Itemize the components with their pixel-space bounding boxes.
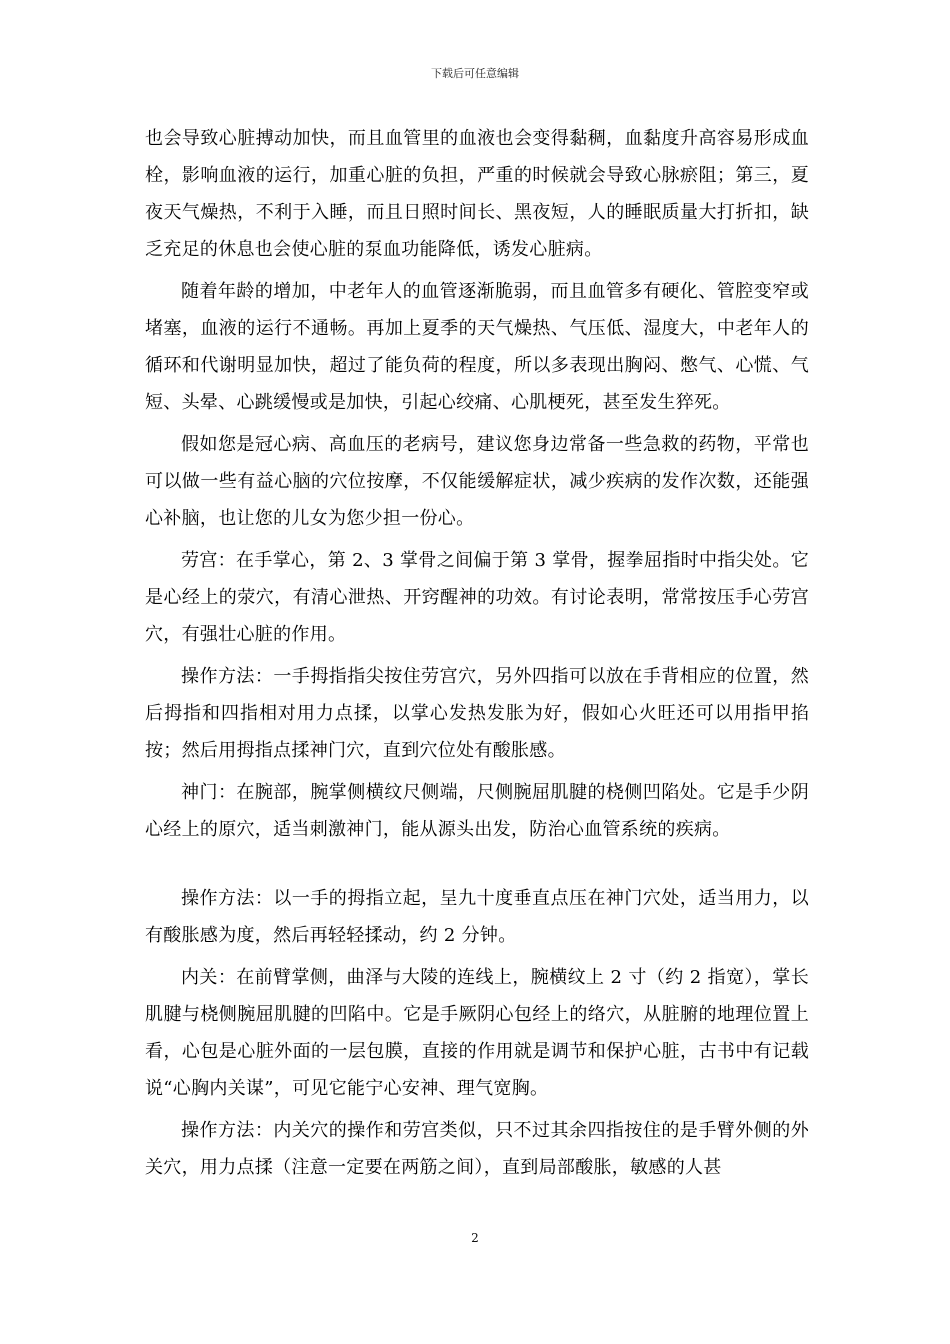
paragraph-elderly-vessels: 随着年龄的增加，中老年人的血管逐渐脆弱，而且血管多有硬化、管腔变窄或堵塞，血液的运行不通畅。再加上夏季的天气燥热、气压低、湿度大，中老年人的循环和代谢明显加快，超过了能负荷的程度，所以多表现出胸闷、憋气、心慌、气短、头晕、心跳缓慢或是加快，引起心绞痛、心肌梗死，甚至发生猝死。 xyxy=(145,281,809,413)
paragraph-shenmen-point: 神门：在腕部，腕掌侧横纹尺侧端，尺侧腕屈肌腱的桡侧凹陷处。它是手少阴心经上的原穴，适当刺激神门，能从源头出发，防治心血管系统的疾病。 xyxy=(145,782,809,840)
paragraph-laogong-method: 操作方法：一手拇指指尖按住劳宫穴，另外四指可以放在手背相应的位置，然后拇指和四指相对用力点揉，以掌心发热发胀为好，假如心火旺还可以用指甲掐按；然后用拇指点揉神门穴，直到穴位处有酸胀感。 xyxy=(145,666,809,761)
paragraph-neiguan-point: 内关：在前臂掌侧，曲泽与大陵的连线上，腕横纹上 2 寸（约 2 指宽），掌长肌腱与桡侧腕屈肌腱的凹陷中。它是手厥阴心包经上的络穴，从脏腑的地理位置上看，心包是心脏外面的一层包膜，直接的作用就是调节和保护心脏，古书中有记载说“心胸内关谋”，可见它能宁心安神、理气宽胸。 xyxy=(145,967,809,1099)
page-header: 下载后可任意编辑 xyxy=(431,67,519,80)
document-body xyxy=(145,120,809,1191)
paragraph-heart-risk-continued: 也会导致心脏搏动加快，而且血管里的血液也会变得黏稠，血黏度升高容易形成血栓，影响血液的运行，加重心脏的负担，严重的时候就会导致心脉瘀阻；第三，夏夜天气燥热，不利于入睡，而且日照时间长、黑夜短，人的睡眠质量大打折扣，缺乏充足的休息也会使心脏的泵血功能降低，诱发心脏病。 xyxy=(145,128,809,260)
paragraph-laogong-point: 劳宫：在手掌心，第 2、3 掌骨之间偏于第 3 掌骨，握拳屈指时中指尖处。它是心经上的荥穴，有清心泄热、开窍醒神的功效。有讨论表明，常常按压手心劳宫穴，有强壮心脏的作用。 xyxy=(145,550,809,645)
paragraph-shenmen-method: 操作方法：以一手的拇指立起，呈九十度垂直点压在神门穴处，适当用力，以有酸胀感为度，然后再轻轻揉动，约 2 分钟。 xyxy=(145,888,809,946)
paragraph-neiguan-method: 操作方法：内关穴的操作和劳宫类似，只不过其余四指按住的是手臂外侧的外关穴，用力点揉（注意一定要在两筋之间），直到局部酸胀，敏感的人甚 xyxy=(145,1120,809,1178)
paragraph-acupoint-advice: 假如您是冠心病、高血压的老病号，建议您身边常备一些急救的药物，平常也可以做一些有益心脑的穴位按摩，不仅能缓解症状，减少疾病的发作次数，还能强心补脑，也让您的儿女为您少担一份心。 xyxy=(145,434,809,529)
page-number: 2 xyxy=(471,1231,479,1245)
